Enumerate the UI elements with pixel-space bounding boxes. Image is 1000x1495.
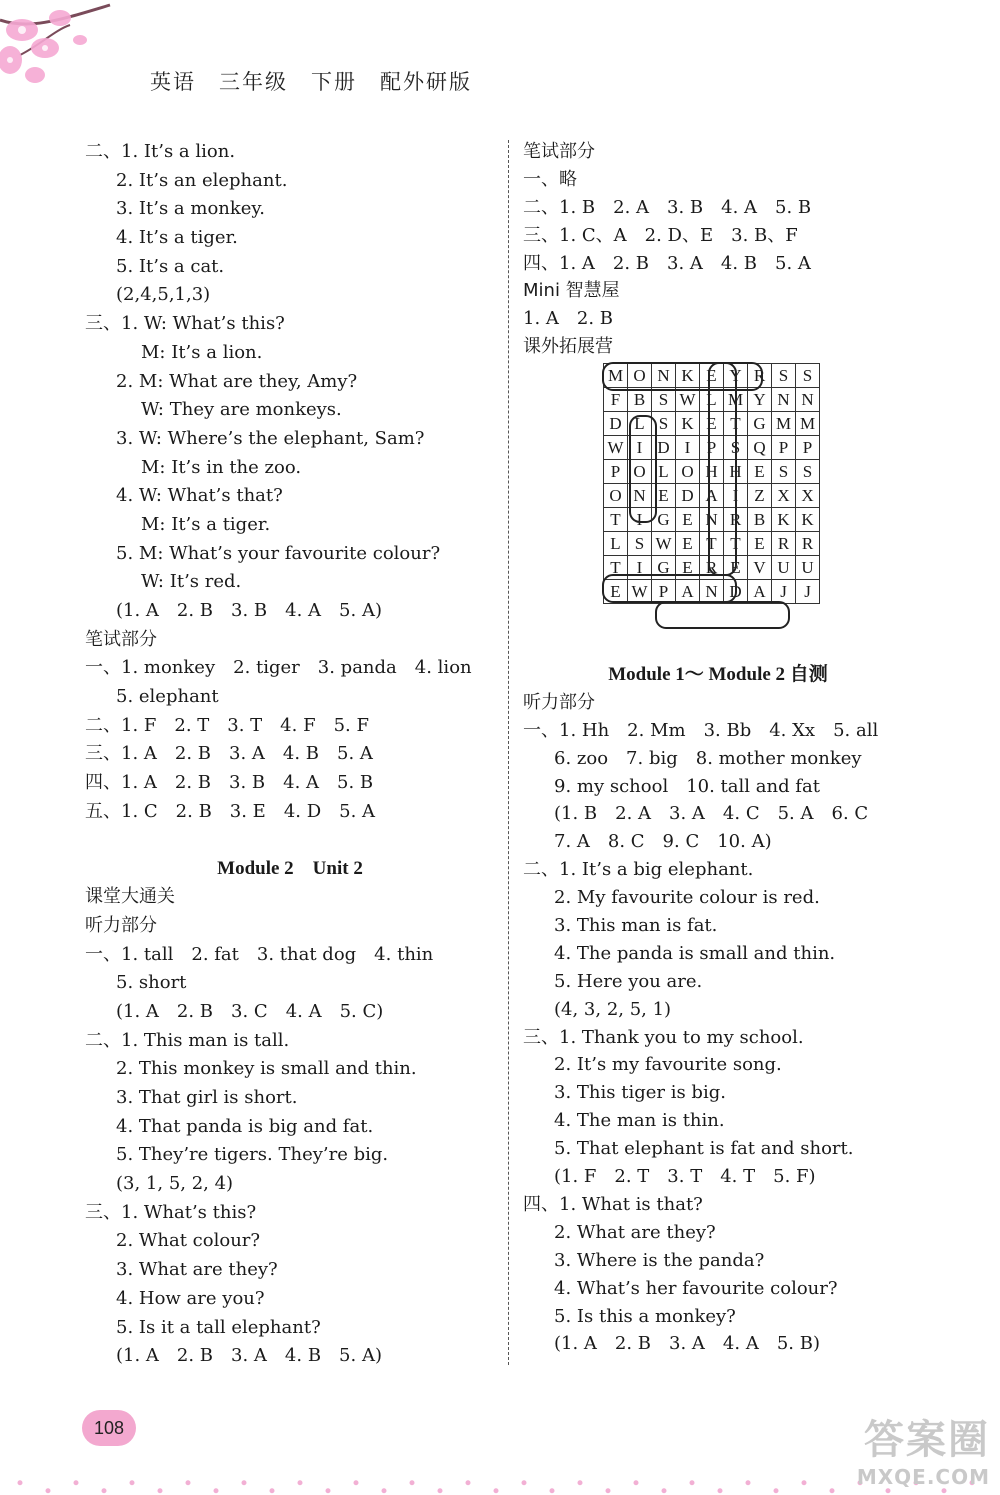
grid-cell: B [628,388,652,412]
grid-cell: S [724,436,748,460]
grid-cell: X [772,484,796,508]
grid-cell: Y [724,364,748,388]
answer-line: 2. What are they? [554,1221,716,1243]
decor-dot [18,1480,23,1485]
answer-line: 5. Is this a monkey? [554,1305,736,1327]
loop-monkey [602,362,763,391]
answer-line: 3. It’s a monkey. [116,198,265,220]
decor-dot [634,1480,639,1485]
grid-cell: E [700,412,724,436]
answer-line: 二、1. B 2. A 3. B 4. A 5. B [523,196,812,218]
section-heading: 笔试部分 [85,628,157,650]
answer-line: (1. A 2. B 3. B 4. A 5. A) [116,600,382,621]
grid-cell: F [604,388,628,412]
answer-line: 2. It’s an elephant. [116,169,288,191]
answer-line: M: It’s a tiger. [141,513,271,535]
grid-cell: S [652,388,676,412]
page-header: 英语 三年级 下册 配外研版 [150,70,472,94]
answer-line: M: It’s in the zoo. [141,456,302,478]
answer-line: 3. W: Where’s the elephant, Sam? [116,427,425,449]
grid-cell: S [772,460,796,484]
grid-cell: L [628,412,652,436]
grid-cell: O [628,364,652,388]
grid-cell: M [796,412,820,436]
grid-cell: V [748,556,772,580]
grid-cell: K [772,508,796,532]
grid-cell: G [652,508,676,532]
grid-cell: E [748,460,772,484]
watermark-url: MXQE.COM [856,1465,990,1489]
cherry-blossom-decoration [0,0,150,110]
grid-cell: T [700,532,724,556]
watermark-logo: 答案圈 [864,1417,990,1463]
answer-line: 三、1. A 2. B 3. A 4. B 5. A [85,743,373,765]
grid-cell: D [676,484,700,508]
grid-cell: K [676,412,700,436]
answer-line: 4. W: What’s that? [116,485,283,507]
decor-dot [662,1488,667,1493]
answer-line: 四、1. What is that? [523,1193,703,1215]
answer-line: (1. A 2. B 3. A 4. B 5. A) [116,1345,382,1367]
grid-cell: Q [748,436,772,460]
grid-cell: R [724,508,748,532]
answer-line: 4. It’s a tiger. [116,227,238,249]
decor-dot [158,1488,163,1493]
answer-line: 5. That elephant is fat and short. [554,1138,854,1160]
decor-dot [690,1480,695,1485]
loop-tiger [602,574,737,603]
decor-dot [242,1480,247,1485]
answer-line: 三、1. What’s this? [85,1201,257,1223]
answer-line: 2. My favourite colour is red. [554,887,820,909]
section-heading: 笔试部分 [523,141,595,162]
answer-line: 一、略 [523,168,577,190]
grid-cell: T [724,412,748,436]
answer-line: 3. Where is the panda? [554,1249,765,1271]
answer-line: 二、1. It’s a lion. [85,141,236,162]
decor-dot [214,1488,219,1493]
answer-line: (3, 1, 5, 2, 4) [116,1173,234,1195]
spacer [85,827,495,855]
grid-cell: G [652,556,676,580]
answer-line: 5. M: What’s your favourite colour? [116,542,441,564]
grid-cell: H [724,460,748,484]
decor-dot [466,1480,471,1485]
answer-line: 二、1. F 2. T 3. T 4. F 5. F [85,714,369,736]
grid-cell: I [724,484,748,508]
grid-cell: P [796,436,820,460]
answer-line: 3. That girl is short. [116,1087,298,1108]
grid-cell: R [700,556,724,580]
grid-cell: N [652,364,676,388]
answer-line: 5. It’s a cat. [116,255,225,277]
page-number-badge: 108 [82,1410,136,1446]
grid-cell: W [604,436,628,460]
grid-cell: R [748,364,772,388]
decor-dot [578,1480,583,1485]
grid-cell: D [724,580,748,604]
answer-line: 7. A 8. C 9. C 10. A) [554,831,772,853]
word-search [523,361,913,633]
loop-panda [655,601,790,630]
spacer [523,633,913,661]
answer-line: 四、1. A 2. B 3. A 4. B 5. A [523,252,811,274]
grid-cell: G [748,412,772,436]
answer-line: 三、1. Thank you to my school. [523,1026,804,1048]
section-heading: 课外拓展营 [523,336,613,358]
grid-cell: K [676,364,700,388]
right-column [523,138,913,1358]
answer-line: 2. What colour? [116,1230,261,1252]
answer-line: 5. They’re tigers. They’re big. [116,1144,389,1166]
answer-line: 二、1. This man is tall. [85,1029,290,1051]
decor-dot [606,1488,611,1493]
answer-line: 5. elephant [116,686,219,708]
answer-line: W: They are monkeys. [141,399,342,421]
grid-cell: S [772,364,796,388]
answer-line: 5. Is it a tall elephant? [116,1316,321,1338]
decor-dot [74,1480,79,1485]
answer-line: 三、1. W: What’s this? [85,313,285,335]
decor-dot [774,1488,779,1493]
section-heading: Mini 智慧屋 [523,280,620,302]
grid-cell: K [796,508,820,532]
answer-line: 9. my school 10. tall and fat [554,775,820,797]
answer-line: 4. How are you? [116,1287,265,1309]
answer-line: 6. zoo 7. big 8. mother monkey [554,747,862,769]
loop-lion [629,415,658,523]
grid-cell: N [700,508,724,532]
grid-cell: E [604,580,628,604]
column-divider [508,140,509,1365]
grid-cell: L [652,460,676,484]
grid-cell: S [628,532,652,556]
grid-cell: E [724,556,748,580]
grid-cell: L [604,532,628,556]
decor-dot [130,1480,135,1485]
answer-line: 4. The panda is small and thin. [554,942,836,964]
grid-cell: N [628,484,652,508]
section-heading: 课堂大通关 [85,886,175,908]
decor-dot [718,1488,723,1493]
grid-cell: S [796,364,820,388]
grid-cell: T [604,508,628,532]
answer-line: 5. Here you are. [554,970,703,992]
grid-cell: M [772,412,796,436]
grid-cell: D [652,436,676,460]
decor-dot [494,1488,499,1493]
answer-line: 4. What’s her favourite colour? [554,1277,838,1299]
grid-cell: E [700,364,724,388]
answer-line: (1. F 2. T 3. T 4. T 5. F) [554,1166,816,1188]
grid-cell: R [772,532,796,556]
grid-cell: N [700,580,724,604]
answer-line: 2. It’s my favourite song. [554,1054,782,1076]
grid-cell: Z [748,484,772,508]
grid-cell: T [604,556,628,580]
answer-line: 一、1. tall 2. fat 3. that dog 4. thin [85,943,434,965]
decor-dot [802,1480,807,1485]
decor-dot [298,1480,303,1485]
grid-cell: W [652,532,676,556]
decor-dot [186,1480,191,1485]
answer-line: 2. This monkey is small and thin. [116,1058,417,1080]
answer-line: 3. This man is fat. [554,915,718,937]
grid-cell: X [796,484,820,508]
grid-cell: A [676,580,700,604]
decor-dot [354,1480,359,1485]
grid-cell: D [604,412,628,436]
answer-line: 一、1. monkey 2. tiger 3. panda 4. lion [85,657,472,679]
section-heading: 听力部分 [85,914,157,936]
decor-dot [438,1488,443,1493]
grid-cell: W [628,580,652,604]
answer-line: 3. What are they? [116,1259,278,1281]
grid-cell: R [796,532,820,556]
grid-cell: E [676,556,700,580]
decor-dot [410,1480,415,1485]
grid-cell: W [676,388,700,412]
grid-cell: P [700,436,724,460]
answer-line: (1. B 2. A 3. A 4. C 5. A 6. C [554,803,869,825]
grid-cell: L [700,388,724,412]
grid-cell: E [652,484,676,508]
grid-cell: N [772,388,796,412]
watermark [810,1408,990,1489]
decor-dot [326,1488,331,1493]
right-bottom-section [523,633,913,1358]
grid-cell: U [772,556,796,580]
right-top-section [523,138,913,361]
grid-cell: E [748,532,772,556]
grid-cell: O [628,460,652,484]
decor-dot [382,1488,387,1493]
decor-dot [550,1488,555,1493]
grid-cell: M [724,388,748,412]
grid-cell: N [796,388,820,412]
answer-line: (1. A 2. B 3. C 4. A 5. C) [116,1000,384,1022]
module-title: Module 1～ Module 2 自测 [608,664,828,686]
grid-cell: T [724,532,748,556]
answer-line: M: It’s a lion. [141,341,263,363]
module-title: Module 2 Unit 2 [217,857,363,879]
answer-line: 2. M: What are they, Amy? [116,370,358,392]
answer-line: (2,4,5,1,3) [116,284,211,306]
grid-cell: I [628,508,652,532]
answer-line: (4, 3, 2, 5, 1) [554,998,672,1020]
answer-line: 四、1. A 2. B 3. B 4. A 5. B [85,772,374,794]
answer-line: 三、1. C、A 2. D、E 3. B、F [523,224,798,246]
grid-cell: S [652,412,676,436]
answer-line: 4. That panda is big and fat. [116,1115,374,1137]
grid-cell: E [676,508,700,532]
answer-line: 一、1. Hh 2. Mm 3. Bb 4. Xx 5. all [523,719,879,741]
grid-cell: P [652,580,676,604]
grid-cell: J [796,580,820,604]
grid-cell: I [628,436,652,460]
grid-cell: S [796,460,820,484]
grid-cell: P [604,460,628,484]
grid-cell: B [748,508,772,532]
grid-cell: O [604,484,628,508]
grid-cell: U [796,556,820,580]
grid-cell: M [604,364,628,388]
grid-cell: I [628,556,652,580]
grid-cell: Y [748,388,772,412]
loop-elephant [708,362,737,576]
grid-cell: I [676,436,700,460]
answer-line: (1. A 2. B 3. A 4. A 5. B) [554,1333,820,1355]
grid-cell: E [676,532,700,556]
section-heading: 听力部分 [523,691,595,713]
answer-line: 1. A 2. B [523,308,614,330]
decor-dot [746,1480,751,1485]
answer-line: 3. This tiger is big. [554,1082,726,1104]
grid-cell: O [676,460,700,484]
answer-line: 4. The man is thin. [554,1110,725,1132]
grid-cell: J [772,580,796,604]
left-column [85,138,495,1371]
answer-line: 五、1. C 2. B 3. E 4. D 5. A [85,800,376,822]
grid-cell: P [772,436,796,460]
answer-line: 二、1. It’s a big elephant. [523,859,754,881]
answer-line: 5. short [116,972,187,994]
decor-dot [46,1488,51,1493]
decor-dot [270,1488,275,1493]
grid-cell: A [700,484,724,508]
decor-dot [102,1488,107,1493]
grid-cell: A [748,580,772,604]
grid-cell: H [700,460,724,484]
decor-dot [522,1480,527,1485]
answer-line: W: It’s red. [141,571,242,593]
